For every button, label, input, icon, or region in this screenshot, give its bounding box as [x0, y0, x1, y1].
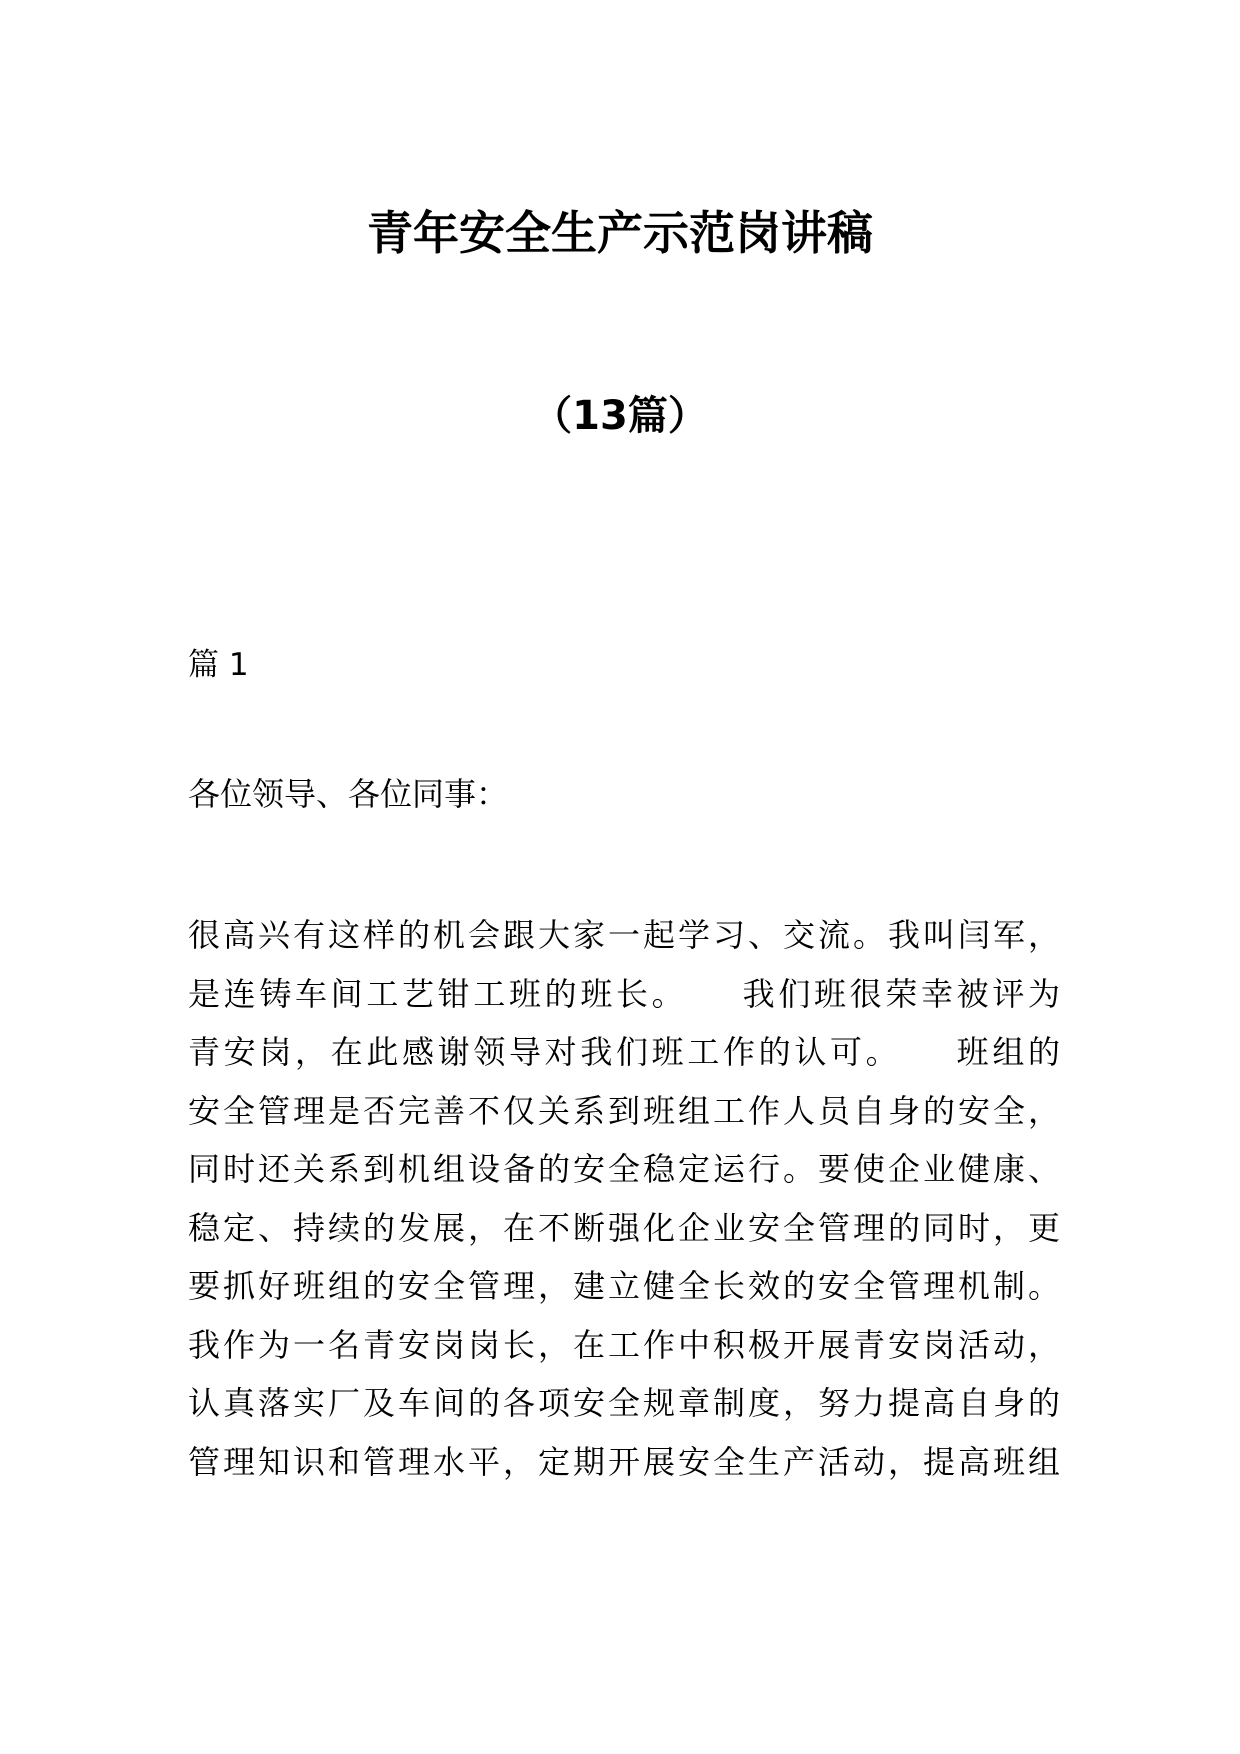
body-line: 同时还关系到机组设备的安全稳定运行。要使企业健康、 — [188, 1150, 1060, 1188]
body-paragraph — [188, 906, 1060, 1491]
body-line: 青安岗，在此感谢领导对我们班工作的认可。 班组的 — [188, 1033, 1060, 1071]
section-label: 篇 1 — [188, 647, 249, 683]
body-line: 我作为一名青安岗岗长，在工作中积极开展青安岗活动， — [188, 1325, 1060, 1364]
salutation: 各位领导、各位同事： — [188, 775, 509, 813]
body-line: 是连铸车间工艺钳工班的班长。 我们班很荣幸被评为 — [188, 974, 1060, 1013]
body-line: 要抓好班组的安全管理，建立健全长效的安全管理机制。 — [188, 1267, 1060, 1305]
body-line: 认真落实厂及车间的各项安全规章制度，努力提高自身的 — [188, 1384, 1060, 1422]
document-subtitle: （13篇） — [532, 393, 708, 439]
body-line: 稳定、持续的发展，在不断强化企业安全管理的同时，更 — [188, 1208, 1060, 1247]
body-line: 安全管理是否完善不仅关系到班组工作人员自身的安全， — [188, 1091, 1060, 1130]
body-line: 很高兴有这样的机会跟大家一起学习、交流。我叫闫军， — [188, 916, 1060, 954]
document-title: 青年安全生产示范岗讲稿 — [367, 206, 873, 260]
body-line: 管理知识和管理水平，定期开展安全生产活动，提高班组 — [188, 1442, 1060, 1481]
